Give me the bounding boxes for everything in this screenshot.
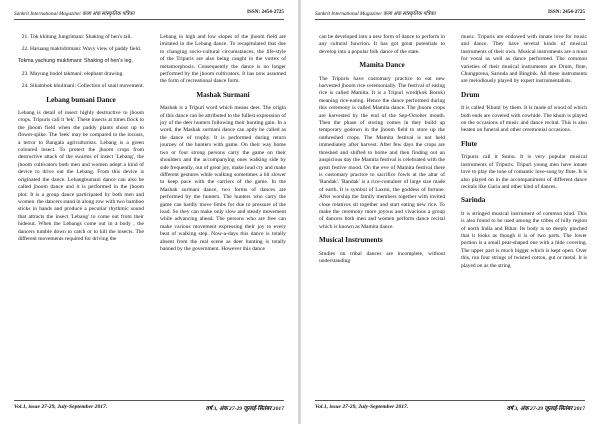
- section-heading: Mamita Dance: [359, 61, 405, 70]
- list-item: 23. Mayung bodol takmani: elephant drawing.: [30, 71, 144, 78]
- right-page: [301, 0, 599, 424]
- right-column-1: [319, 34, 445, 386]
- journal-title: Sankrit International Magazine/ कला अंक सांस्कृतिक पत्रिका: [315, 11, 436, 17]
- section-heading: Mashak Surmani: [196, 90, 250, 99]
- paragraph: Mashak is a Tripuri word which means deer. The origin of this dance can be attributed to the fullest expression of joy of the deer hunters following their hunting gain. In a word, the Mashak surmani dance can aptly be called as the dance of trophy. It is performed during return journey of the hunters with game. On their way home two or four strong persons carry the game on their shoulders and the accompanying ones walking side by side frequently, out of great joy, make loud cry and make different gestures while walking sometimes a bit slower to keep pace with the carriers of the game. In the Mashak surmani dance, two forms of dances are performed by the hunters. The hunters who carry the game can hardly move limbs for due to pressure of the load. So they can make only slow and steady movement while advancing ahead. The persons who are free can make various movement expressing their joy to every beat of walking step. Now-a-days this dance is totally absent from the real scene as deer hunting is totally banned by the government. However this dance: [160, 105, 286, 252]
- section-heading: Sarinda: [461, 196, 486, 205]
- left-page-columns: [18, 34, 286, 386]
- footer-volume-hi: वर्ष 3, अंक 27-29 जुलाई-सितंबर 2017: [205, 406, 284, 412]
- list-item: 22. Haruang maktidrimani: Wavy view of paddy field.: [30, 46, 144, 53]
- page-header: [14, 9, 284, 19]
- list-item: 21. Tok khitung Jungrimani: Shaking of hen's tail.: [30, 34, 144, 41]
- footer-rule: [14, 400, 284, 401]
- left-page: [0, 0, 298, 424]
- page-header: [315, 9, 585, 19]
- journal-title: Sankrit International Magazine/ कला अंक सांस्कृतिक पत्रिका: [14, 11, 135, 17]
- handwritten-note: Tokma yachung mukhmani: Shaking of hen's leg.: [18, 57, 133, 64]
- motif-list: [18, 34, 144, 54]
- paragraph: music. Tripuris are endowed with innate love for music and dance. They have several kinds of musical instruments of their own. Musical instruments are a must for vocal as well as dance performed. The common varieties of their musical instruments are Drum, flute, Chungprena, Sarinda and Bingbik. All these instruments are melodiously played by expert instrumentalists.: [461, 34, 587, 85]
- footer-volume-en: Vol.1, issue 27-29, July-September 2017.: [14, 404, 108, 410]
- footer-volume-en: Vol.1, issue 27-29, July-September 2017.: [315, 404, 409, 410]
- page-footer: [315, 404, 585, 414]
- footer-volume-hi: वर्ष 3, अंक 27-29 जुलाई-सितंबर 2017: [506, 406, 585, 412]
- paragraph: The Tripuris have customary practice to eat new harvested jhoom rice ceremonially. The festival of eating rice is called Mamita. It is a Tripuri word(kok Borok) meaning rice-eating. Hence the dance performed during this ceremony is called Mamita dance. The jhoom crops are harvested by the end of the Sep-October month. Then the phase of storing comes in they build up temporary godown in the jhoom field to store up the unthreshed crops. The Mamita festival is not held immediately after harvest. After few days the crops are threshed and shifted to home and then finding out an auspicious day the Mamita festival is celebrated with the great festive mood. On the eve of Mamita festival there is customary practice to sacrifice fowls at the altar of 'Randak'. 'Randak' is a rice-container of large size made of earth. It is symbol of Laxmi, the goddess of fortune. After worship the family members together with invited close relatives sit together and start eating new rice. To make the ceremony more joyous and vivacious a group of dancers both men and women perform dance recital which is known as Mamita dance.: [319, 75, 445, 230]
- paragraph: Tripuris call it Sumu. It is very popular musical instruments of Tripuris. Tripuri young men have innate love to play the tone of romantic love-song by flute. It is also played on in the accompaniment of different dance recitals like Garia and other kind of dances.: [461, 154, 587, 190]
- paragraph: It is stringed musical instrument of common kind. This is also found to be used among the tribes of hilly region of north India and Bihar. Its body is so deeply pinched that it looks as though it is of two parts. The lower portion is a small pear-shaped one with a hide covering. The upper part is much bigger which is kept open. Over this, run four strings of twisted cotton, gut or metal. It is played on as the string: [461, 210, 587, 269]
- section-heading: Flute: [461, 139, 477, 148]
- header-rule: [315, 19, 585, 20]
- paragraph: Lebang in high and low slopes of the jhoom field are imitated in the Lebang dance. To recapitulated that due to changing socio-cultural circumstances, the life-style of the Tripuris are also being caught in the vortex of metamorphosis. Consequently the dance is no longer performed by the jhoom cultivators. It has now assumed the form of recreational dance form.: [160, 34, 286, 85]
- list-item: 24. Sikambok khulmani: Collection of snail movement.: [30, 83, 144, 90]
- page-footer: [14, 404, 284, 414]
- left-column-1: [18, 34, 144, 386]
- issn-label: ISSN: 2454-2725: [246, 9, 284, 15]
- left-column-2: [160, 34, 286, 386]
- paragraph: can be developed into a new form of dance to perform in any cultural function. It has got great potentials to develop into a popular folk dance of the state.: [319, 34, 445, 55]
- right-page-columns: [319, 34, 587, 386]
- paragraph: It is called 'Khum' by them. It is made of wood of which both ends are covered with cowhide. The khum is played on the occasions of music and dance recital. This is also beaten on funeral and other ceremonial occasions.: [461, 105, 587, 134]
- paragraph: Lebang is detail of insect highly destructive to jhoom crops. Tripuris call it 'lek'. These insects at times flock to the jhoom field when the paddy plants shoot up to flower-spike. The 'leek' may be compared to the locusts, a terror to Bangala agriculturists. Lebang is a green coloured insect. To protect the jhoom crops from destructive attack of the swarms of insect 'Lebang', the jhoom cultivators both men and women adopt a kind of device to drive out the Lebang. From this device is originated the dance. Lebangbumani dance can also be called jhoom dance and it is performed in the jhoom plot. It is a group dance participated by both men and women. the dancers stand in along row with two bamboo sticks in hands and produce a peculiar rhythmic sound that attracts the insect 'Lebang' to come out from their hideout. When the Lebangs come out in a body , the dancers tumble down to catch or to kill the insects. The different movements required for driving the: [18, 110, 144, 242]
- header-rule: [14, 19, 284, 20]
- issn-label: ISSN: 2454-2725: [547, 9, 585, 15]
- section-heading: Musical Instruments: [319, 236, 383, 245]
- motif-list-continued: [18, 71, 144, 91]
- paragraph: Studies on tribal dances are incomplete, without understanding: [319, 250, 445, 264]
- right-column-2: [461, 34, 587, 386]
- footer-rule: [315, 400, 585, 401]
- section-heading: Drum: [461, 90, 480, 99]
- section-heading: Lebang bumani Dance: [46, 95, 116, 104]
